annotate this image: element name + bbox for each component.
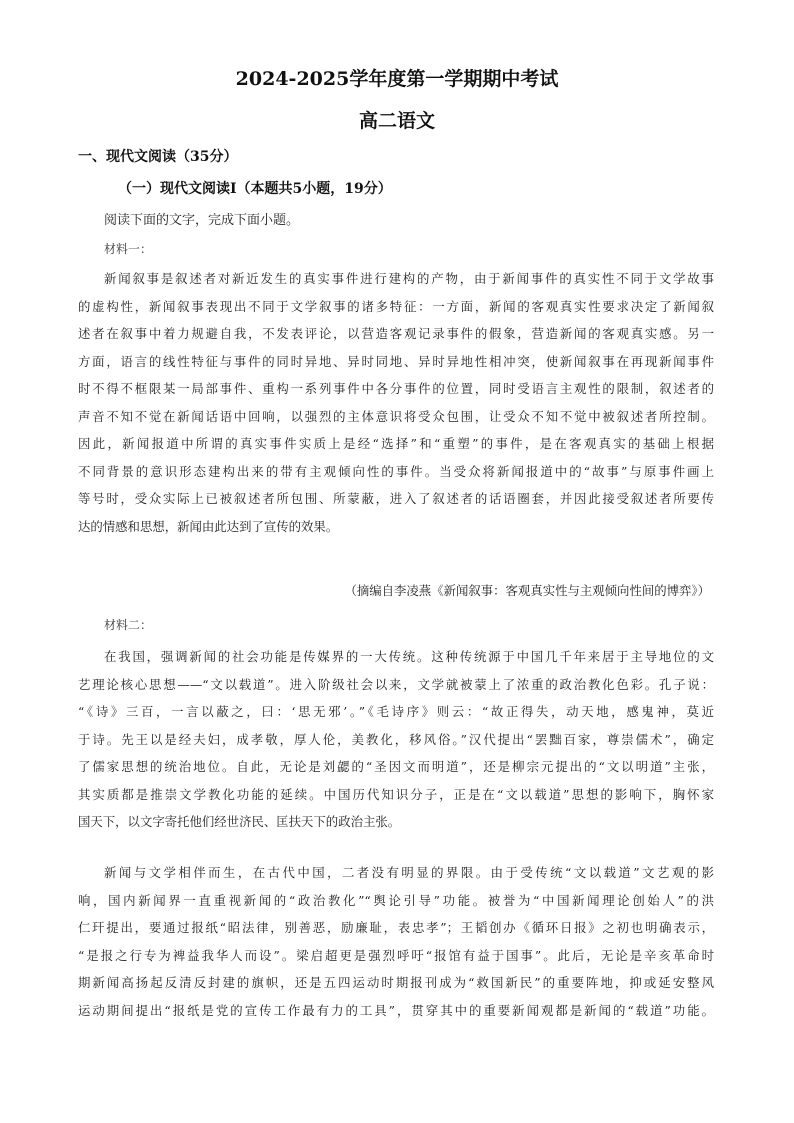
text-line: 时不得不框限某一局部事件、重构一系列事件中各分事件的位置，同时受语言主观性的限制，叙述者的 <box>78 381 714 396</box>
text-line: 等号时，受众实际上已被叙述者所包围、所蒙蔽，进入了叙述者的话语圈套，并因此接受叙述者所要传 <box>78 491 714 506</box>
text-line: 新闻叙事是叙述者对新近发生的真实事件进行建构的产物，由于新闻事件的真实性不同于文学故事 <box>104 271 714 286</box>
text-line: “是报之行专为裨益我华人而设”。梁启超更是强烈呼吁“报馆有益于国事”。此后，无论是辛亥革命时 <box>78 947 714 963</box>
material-one-label: 材料一： <box>104 242 153 256</box>
text-line: 声音不知不觉在新闻话语中回响，以强烈的主体意识将受众包围，让受众不知不觉中被叙述者所控制。 <box>78 408 714 424</box>
material-one-paragraph <box>78 265 714 540</box>
text-line: 方面，语言的线性特征与事件的同时异地、异时同地、异时异地性相冲突，使新闻叙事在再现新闻事件 <box>78 353 714 369</box>
exam-title: 2024-2025学年度第一学期期中考试 <box>235 68 559 90</box>
material-one-source: （摘编自李凌燕《新闻叙事：客观真实性与主观倾向性间的博弈》） <box>344 583 710 598</box>
text-line: 在我国，强调新闻的社会功能是传媒界的一大传统。这种传统源于中国几千年来居于主导地位的文 <box>104 649 714 664</box>
material-two-paragraph-one <box>78 643 714 836</box>
text-line: 国天下，以文字寄托他们经世济民、匡扶天下的政治主张。 <box>78 814 401 829</box>
material-two-paragraph-two <box>78 859 714 1024</box>
reading-instruction: 阅读下面的文字，完成下面小题。 <box>104 213 300 228</box>
text-line: 响，国内新闻界一直重视新闻的“政治教化”“舆论引导”功能。被誉为“中国新闻理论创始人”的洪 <box>78 892 714 908</box>
text-line: “《诗》三百，一言以蔽之，曰：‘思无邪’。”《毛诗序》则云：“故正得失，动天地，感鬼神，莫近 <box>78 704 714 719</box>
subject-title: 高二语文 <box>358 110 435 132</box>
text-line: 达的情感和思想，新闻由此达到了宣传的效果。 <box>78 518 339 534</box>
text-line: 的虚构性，新闻叙事表现出不同于文学叙事的诸多特征：一方面，新闻的客观真实性要求决定了新闻叙 <box>78 298 714 314</box>
text-line: 于诗。先王以是经夫妇，成孝敬，厚人伦，美教化，移风俗。”汉代提出“罢黜百家，尊崇儒术”，确定 <box>78 731 714 747</box>
text-line: 新闻与文学相伴而生，在古代中国，二者没有明显的界限。由于受传统“文以载道”文艺观的影 <box>104 865 714 880</box>
text-line: 其实质都是推崇文学教化功能的延续。中国历代知识分子，正是在“文以载道”思想的影响下，胸怀家 <box>78 786 714 802</box>
sub-section-heading: （一）现代文阅读Ⅰ（本题共5小题，19分） <box>118 181 392 197</box>
text-line: 仁玕提出，要通过报纸“昭法律，别善恶，励廉耻，表忠孝”；王韬创办《循环日报》之初也明确表示， <box>78 920 714 935</box>
text-line: 运动期间提出“报纸是党的宣传工作最有力的工具”，贯穿其中的重要新闻观都是新闻的“载道”功能。 <box>78 1002 714 1018</box>
text-line: 述者在叙事中着力规避自我，不发表评论，以营造客观记录事件的假象，营造新闻的客观真实感。另一 <box>78 326 714 341</box>
text-line: 了儒家思想的统治地位。自此，无论是刘勰的“圣因文而明道”，还是柳宗元提出的“文以明道”主张， <box>78 759 714 774</box>
text-line: 艺理论核心思想——“文以载道”。进入阶级社会以来，文学就被蒙上了浓重的政治教化色彩。孔子说： <box>78 676 714 692</box>
material-two-label: 材料二： <box>104 618 153 632</box>
text-line: 期新闻高扬起反清反封建的旗帜，还是五四运动时期报刊成为“救国新民”的重要阵地，抑或延安整风 <box>78 975 714 990</box>
section-heading: 一、现代文阅读（35分） <box>78 149 238 165</box>
text-line: 不同背景的意识形态建构出来的带有主观倾向性的事件。当受众将新闻报道中的“故事”与原事件画上 <box>78 463 714 479</box>
text-line: 因此，新闻报道中所谓的真实事件实质上是经“选择”和“重塑”的事件，是在客观真实的基础上根据 <box>78 436 714 451</box>
